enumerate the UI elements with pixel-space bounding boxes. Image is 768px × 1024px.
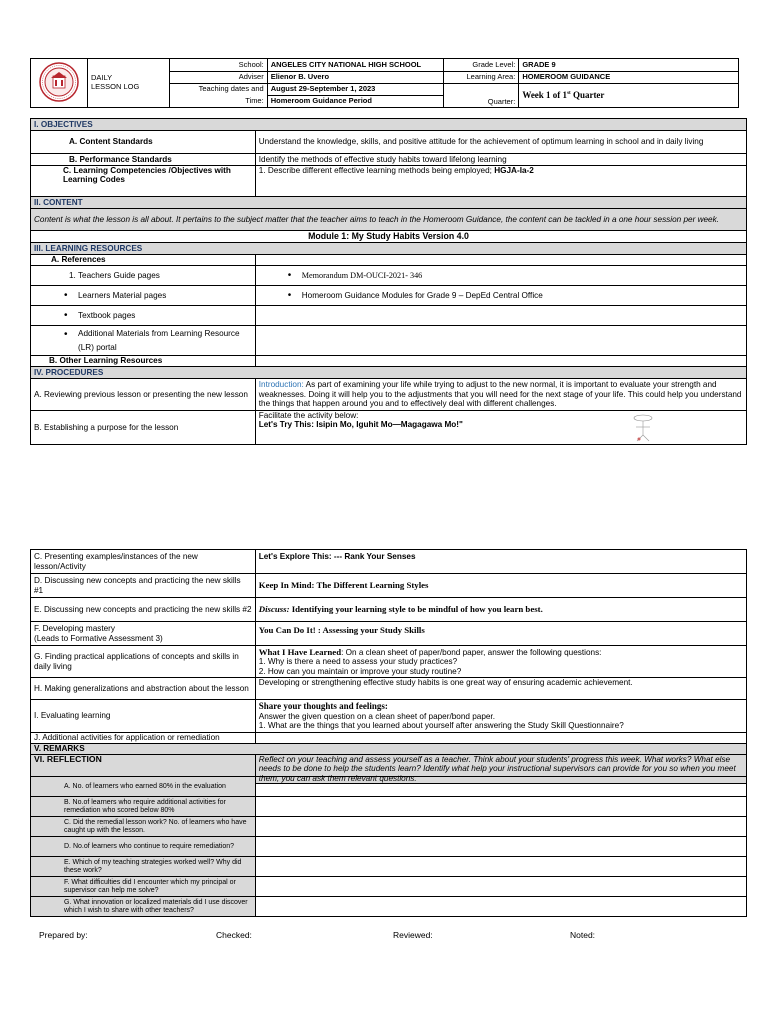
- reflection-item-e: E. Which of my teaching strategies worked well? Why did these work?: [31, 857, 256, 877]
- competencies-label: C. Learning Competencies /Objectives with Learning Codes: [31, 166, 256, 197]
- procedure-c-value: Let's Explore This: --- Rank Your Senses: [255, 550, 746, 574]
- procedure-d-label: D. Discussing new concepts and practicing the new skills #1: [31, 574, 256, 598]
- reflection-item-g: G. What innovation or localized materials did I use discover which I wish to share with other teachers?: [31, 897, 256, 917]
- module-title: Module 1: My Study Habits Version 4.0: [31, 231, 747, 243]
- performance-standards-label: B. Performance Standards: [31, 154, 256, 166]
- checked-label: Checked:: [216, 930, 252, 940]
- procedure-a-value: Introduction: As part of examining your life while trying to adjust to the new normal, it is important to evaluate your strength and weaknesses. Doing it will help you to the adjustments that you will need for the next stage of your life. This could help you understand the things that happen around you and to effectively deal with different challenges.: [255, 379, 746, 411]
- reflection-item-b: B. No.of learners who require additional activities for remediation who scored below 80%: [31, 797, 256, 817]
- objectives-heading: I. OBJECTIVES: [31, 119, 747, 131]
- log-title: DAILY LESSON LOG: [87, 59, 169, 108]
- time-label: Time:: [169, 96, 267, 108]
- sketch-figure-icon: [632, 413, 654, 443]
- prepared-by-label: Prepared by:: [39, 930, 88, 940]
- school-value: ANGELES CITY NATIONAL HIGH SCHOOL: [267, 59, 444, 72]
- area-value: HOMEROOM GUIDANCE: [519, 72, 739, 84]
- procedure-g-label: G. Finding practical applications of concepts and skills in daily living: [31, 646, 256, 678]
- performance-standards-value: Identify the methods of effective study habits toward lifelong learning: [255, 154, 746, 166]
- procedure-e-value: Discuss: Identifying your learning style to be mindful of how you learn best.: [255, 598, 746, 622]
- other-resources-label: B. Other Learning Resources: [31, 356, 256, 367]
- procedure-e-label: E. Discussing new concepts and practicing the new skills #2: [31, 598, 256, 622]
- school-label: School:: [169, 59, 267, 72]
- procedure-a-label: A. Reviewing previous lesson or presenting the new lesson: [31, 379, 256, 411]
- school-seal-icon: [39, 62, 79, 102]
- content-standards-label: A. Content Standards: [31, 131, 256, 154]
- header-table: [30, 58, 739, 108]
- reflection-item-f: F. What difficulties did I encounter which my principal or supervisor can help me solve?: [31, 877, 256, 897]
- textbook-label: • Textbook pages: [31, 306, 256, 326]
- learners-material-value: • Homeroom Guidance Modules for Grade 9 – DepEd Central Office: [255, 286, 746, 306]
- procedure-b-label: B. Establishing a purpose for the lesson: [31, 411, 256, 445]
- grade-label: Grade Level:: [444, 59, 519, 72]
- noted-label: Noted:: [570, 930, 596, 940]
- procedure-i-value: Share your thoughts and feelings: Answer the given question on a clean sheet of paper/bond paper. 1. What are the things that you learned about yourself after answering the Study Skill Questionnaire?: [255, 700, 746, 733]
- teachers-guide-label: 1. Teachers Guide pages: [31, 266, 256, 286]
- reviewed-label: Reviewed:: [393, 930, 433, 940]
- teachers-guide-value: • Memorandum DM-OUCI-2021- 346: [255, 266, 746, 286]
- adviser-value: Elienor B. Uvero: [267, 72, 444, 84]
- reflection-table: [30, 776, 747, 917]
- reflection-item-d: D. No.of learners who continue to require remediation?: [31, 837, 256, 857]
- school-logo: [31, 59, 88, 108]
- grade-value: GRADE 9: [519, 59, 739, 72]
- procedure-h-label: H. Making generalizations and abstraction about the lesson: [31, 678, 256, 700]
- procedure-f-value: You Can Do It! : Assessing your Study Skills: [255, 622, 746, 646]
- dates-value: August 29-September 1, 2023: [267, 84, 444, 96]
- procedure-b-value: Facilitate the activity below: Let's Try This: Isipin Mo, Iguhit Mo—Magagawa Mo!": [255, 411, 746, 445]
- content-description: Content is what the lesson is all about. It pertains to the subject matter that the teacher aims to teach in the Homeroom Guidance, the content can be tackled in a one hour session per week.: [31, 209, 747, 231]
- references-label: A. References: [31, 255, 256, 266]
- procedure-d-value: Keep In Mind: The Different Learning Styles: [255, 574, 746, 598]
- area-label: Learning Area:: [444, 72, 519, 84]
- reflection-heading: VI. REFLECTION: [31, 755, 256, 784]
- adviser-label: Adviser: [169, 72, 267, 84]
- procedure-f-label: F. Developing mastery (Leads to Formative Assessment 3): [31, 622, 256, 646]
- quarter-value: Week 1 of 1st Quarter: [519, 84, 739, 108]
- procedure-j-label: J. Additional activities for application or remediation: [31, 733, 256, 744]
- reflection-item-c: C. Did the remedial lesson work? No. of learners who have caught up with the lesson.: [31, 817, 256, 837]
- reflection-prompt: Reflect on your teaching and assess yourself as a teacher. Think about your students' progress this week. What works? What else needs to be done to help the students learn? Identify what help your instructional supervisors can provide for you so when you meet them, you can ask them relevant questions.: [255, 755, 746, 784]
- procedure-h-value: Developing or strengthening effective study habits is one great way of ensuring academic achievement.: [255, 678, 746, 700]
- procedure-c-label: C. Presenting examples/instances of the new lesson/Activity: [31, 550, 256, 574]
- signature-footer: [0, 930, 768, 944]
- competencies-value: 1. Describe different effective learning methods being employed; HGJA-Ia-2: [255, 166, 746, 197]
- remarks-heading: V. REMARKS: [31, 744, 747, 755]
- content-heading: II. CONTENT: [31, 197, 747, 209]
- additional-materials-label: • Additional Materials from Learning Resource (LR) portal: [31, 326, 256, 356]
- teaching-label: Teaching dates and: [169, 84, 267, 96]
- learners-material-label: • Learners Material pages: [31, 286, 256, 306]
- procedure-i-label: I. Evaluating learning: [31, 700, 256, 733]
- resources-heading: III. LEARNING RESOURCES: [31, 243, 747, 255]
- lesson-table-top: [30, 118, 747, 445]
- content-standards-value: Understand the knowledge, skills, and positive attitude for the achievement of optimum learning in school and in daily living: [255, 131, 746, 154]
- reflection-item-a: A. No. of learners who earned 80% in the evaluation: [31, 777, 256, 797]
- quarter-label: Quarter:: [444, 84, 519, 108]
- procedure-g-value: What I Have Learned: On a clean sheet of paper/bond paper, answer the following questions: 1. Why is there a need to assess your study practices? 2. How can you maintain or improve your study routine?: [255, 646, 746, 678]
- procedures-heading: IV. PROCEDURES: [31, 367, 747, 379]
- time-value: Homeroom Guidance Period: [267, 96, 444, 108]
- lesson-table-bottom: [30, 549, 747, 784]
